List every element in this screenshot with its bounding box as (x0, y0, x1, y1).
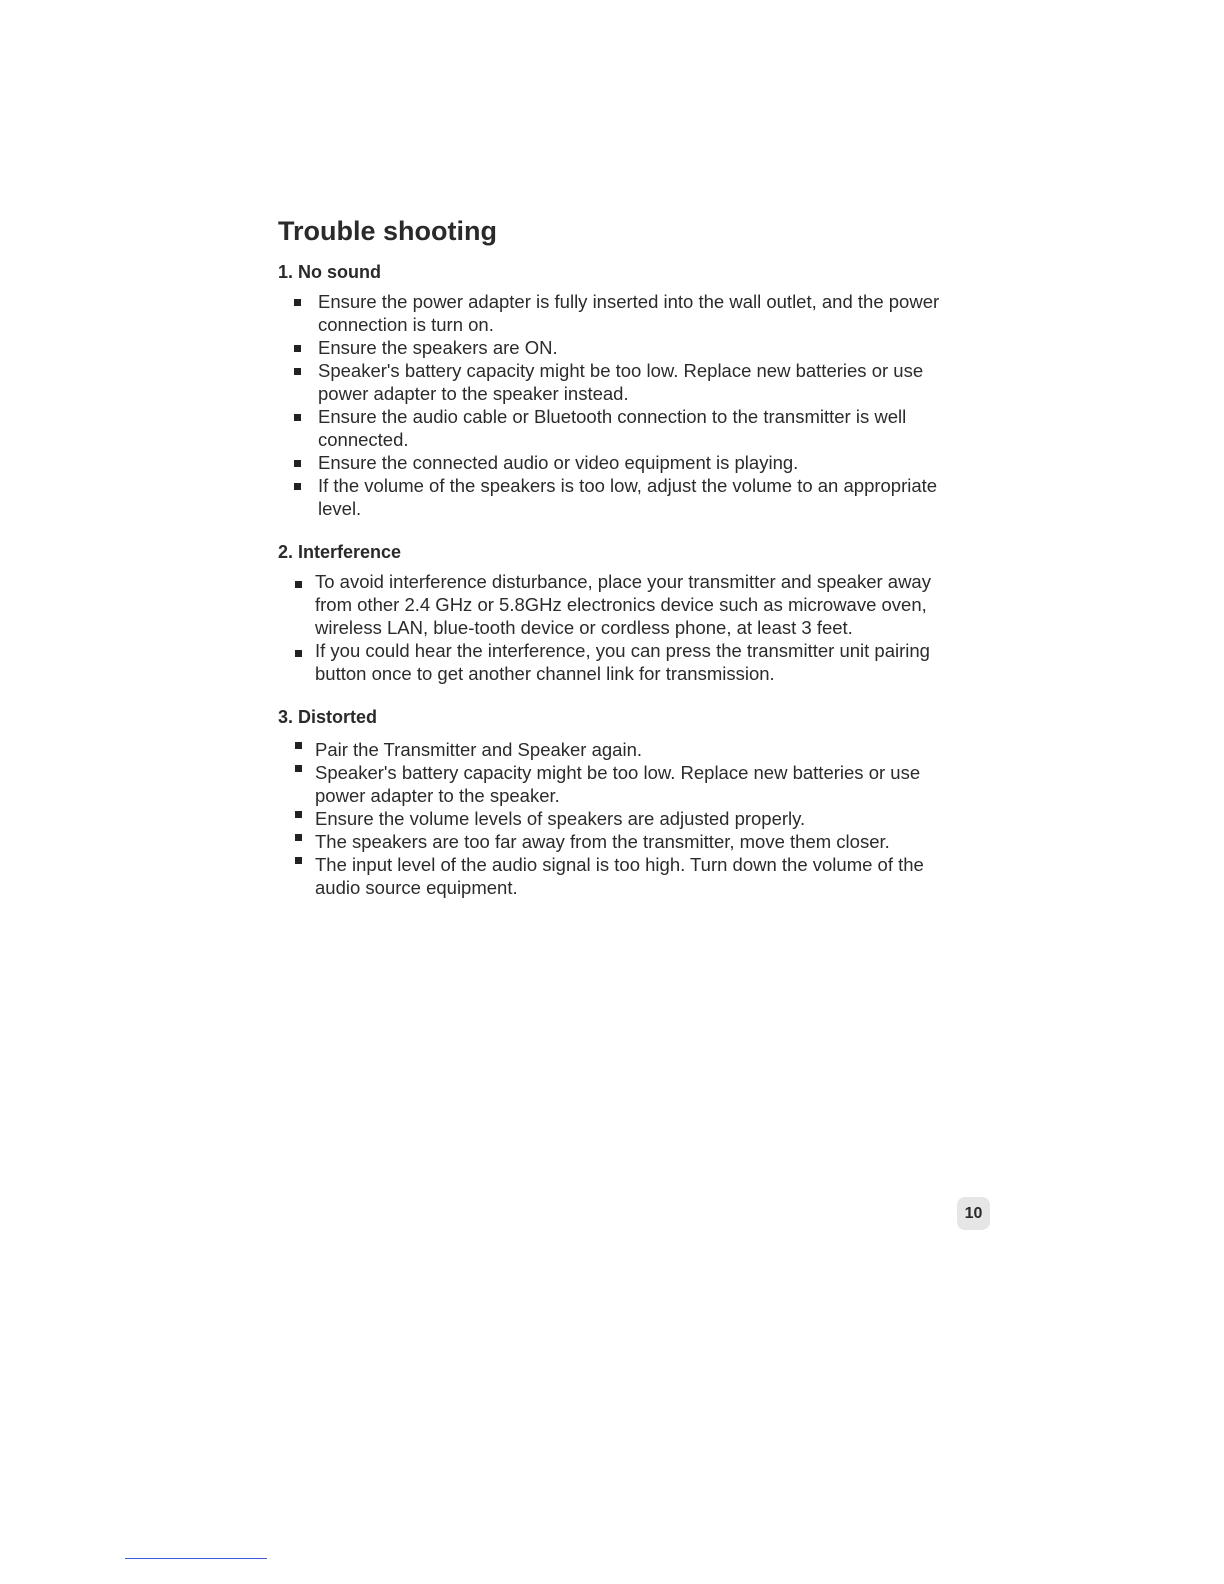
list-item (278, 451, 942, 474)
list-item-text: To avoid interference disturbance, place your transmitter and speaker away from other 2.4 GHz or 5.8GHz electronics device such as microwave oven, wireless LAN, blue-tooth device or cordless phone, at least 3 feet. (315, 571, 931, 638)
list-item-text: Ensure the speakers are ON. (318, 337, 558, 358)
bullet-list (278, 738, 942, 899)
list-item (278, 639, 942, 685)
bullet-list (278, 570, 942, 685)
square-bullet-icon (294, 460, 301, 467)
list-item (278, 474, 942, 520)
section-interference (278, 540, 942, 685)
list-item (278, 336, 942, 359)
list-item (278, 738, 942, 761)
square-bullet-icon (295, 834, 302, 841)
list-item (278, 761, 942, 807)
section-heading: 1. No sound (278, 262, 381, 282)
page-title: Trouble shooting (278, 216, 497, 246)
list-item-text: Speaker's battery capacity might be too low. Replace new batteries or use power adapter to the speaker instead. (318, 360, 924, 404)
square-bullet-icon (294, 345, 301, 352)
section-heading: 2. Interference (278, 542, 402, 562)
list-item (278, 359, 942, 405)
list-item-text: The input level of the audio signal is too high. Turn down the volume of the audio source equipment. (315, 854, 924, 898)
square-bullet-icon (295, 742, 302, 749)
square-bullet-icon (294, 414, 301, 421)
square-bullet-icon (295, 811, 302, 818)
list-item (278, 570, 942, 639)
list-item (278, 290, 942, 336)
list-item-text: Ensure the power adapter is fully inserted into the wall outlet, and the power connection is turn on. (318, 291, 940, 335)
section-heading: 3. Distorted (278, 707, 378, 727)
list-item-text: Speaker's battery capacity might be too low. Replace new batteries or use power adapter to the speaker. (315, 762, 921, 806)
footer-divider (125, 1558, 267, 1559)
square-bullet-icon (294, 483, 301, 490)
square-bullet-icon (295, 765, 302, 772)
square-bullet-icon (295, 857, 302, 864)
square-bullet-icon (295, 581, 302, 588)
section-distorted (278, 705, 942, 899)
list-item-text: If you could hear the interference, you can press the transmitter unit pairing button once to get another channel link for transmission. (315, 640, 930, 684)
list-item (278, 853, 942, 899)
square-bullet-icon (294, 299, 301, 306)
list-item-text: Ensure the connected audio or video equipment is playing. (318, 452, 799, 473)
bullet-list (278, 290, 942, 520)
list-item (278, 830, 942, 853)
square-bullet-icon (294, 368, 301, 375)
list-item-text: Pair the Transmitter and Speaker again. (315, 739, 643, 760)
square-bullet-icon (295, 650, 302, 657)
section-no-sound (278, 260, 942, 520)
list-item-text: Ensure the volume levels of speakers are adjusted properly. (315, 808, 806, 829)
page-number: 10 (957, 1197, 990, 1230)
list-item-text: Ensure the audio cable or Bluetooth connection to the transmitter is well connected. (318, 406, 907, 450)
page-content (278, 214, 942, 899)
list-item-text: The speakers are too far away from the transmitter, move them closer. (315, 831, 890, 852)
list-item-text: If the volume of the speakers is too low, adjust the volume to an appropriate level. (318, 475, 938, 519)
list-item (278, 405, 942, 451)
list-item (278, 807, 942, 830)
